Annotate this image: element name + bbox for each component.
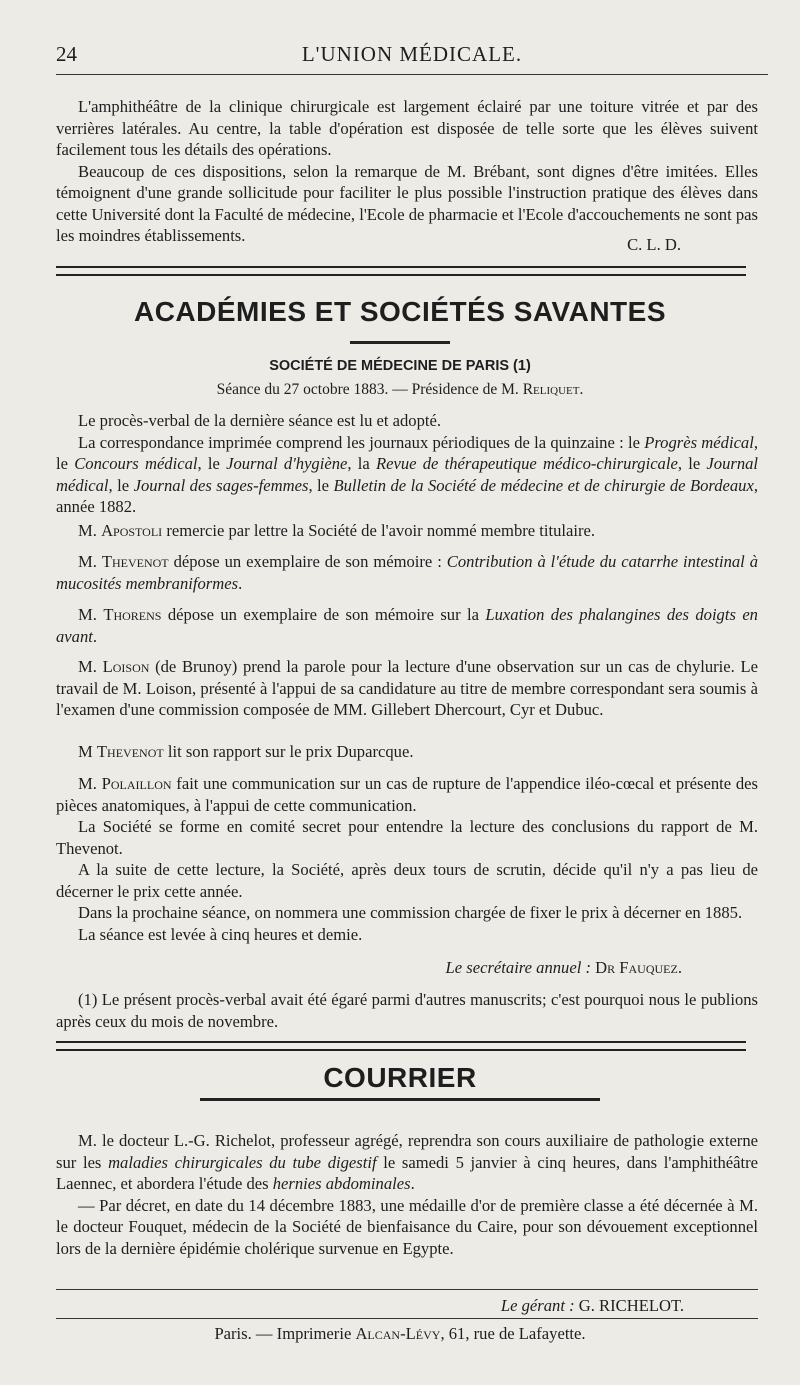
text-run: M — [78, 742, 97, 761]
course-title: maladies chirurgicales du tube digestif — [108, 1152, 377, 1172]
text-run: dépose un exemplaire de son mémoire : — [168, 552, 447, 571]
correspondence-paragraph — [56, 432, 758, 518]
journal-name: Journal d'hygiène — [226, 454, 348, 473]
text-run: Paris. — Imprimerie — [214, 1324, 356, 1343]
intro-paragraph-2: Beaucoup de ces dispositions, selon la remarque de M. Brébant, sont dignes d'être imitées. Elles témoignent d'une grande sollicitude pour faciliter le plus possible l'instruction pratique des élèves dans cette Université dont la Faculté de médecine, l'Ecole de pharmacie et l'Ecole d'accouchements ne sont pas les moindres établissements. — [56, 161, 758, 245]
text-run: M. — [78, 774, 102, 793]
course-topic: hernies abdominales — [272, 1174, 411, 1193]
minutes-paragraph: Le procès-verbal de la dernière séance est lu et adopté. — [78, 411, 442, 430]
text-run: M. — [78, 605, 104, 624]
journal-name: Journal des sages-femmes — [133, 475, 309, 495]
intro-text — [56, 96, 758, 247]
session-line — [0, 381, 800, 399]
vote-paragraph: A la suite de cette lecture, la Société, après deux tours de scrutin, décide qu'il n'y a pas lieu de décerner le prix cette année. — [56, 860, 758, 901]
thevenot-report-paragraph — [56, 741, 758, 763]
gerant-line — [56, 1296, 684, 1316]
text-run: , le — [197, 454, 227, 473]
section-divider — [56, 266, 746, 276]
text-run: . — [410, 1174, 415, 1193]
page-number: 24 — [56, 42, 77, 66]
decree-paragraph: — Par décret, en date du 14 décembre 1883, une médaille d'or de première classe a été décernée à M. le docteur Fouquet, médecin de la Société de bienfaisance du Caire, pour son dévouement exceptionnel lors de la dernière épidémie cholérique survenue en Egypte. — [56, 1195, 758, 1258]
intro-paragraph-1: L'amphithéâtre de la clinique chirurgicale est largement éclairé par une toiture vitrée et par des verrières latérales. Au centre, la table d'opération est disposée de telle sorte que les élèves suivent facilement tous les détails des opérations. — [56, 97, 758, 159]
member-name: Thorens — [103, 605, 162, 624]
text-run: . — [92, 626, 98, 646]
member-name: Thevenot — [101, 552, 169, 571]
member-name: Apostoli — [101, 521, 163, 540]
journal-name: Bulletin de la Société de médecine et de chirurgie de Bordeaux — [333, 475, 754, 495]
courrier-text — [56, 1130, 758, 1259]
journal-name: Concours médical — [74, 454, 198, 473]
text-run: M. — [78, 521, 102, 540]
text-run: , année 1882. — [56, 475, 758, 516]
text-run: dépose un exemplaire de son mémoire sur la — [161, 605, 486, 624]
text-run: M. — [78, 657, 103, 676]
text-run: M. le docteur L.-G. Richelot, professeur agrégé, reprendra son cours auxiliaire de pathologie externe sur les — [56, 1131, 758, 1172]
member-name: Thevenot — [96, 742, 164, 761]
printer-name: Alcan-Lévy — [355, 1324, 441, 1343]
richelot-paragraph — [56, 1130, 758, 1195]
imprint-line — [0, 1324, 800, 1344]
apostoli-paragraph — [56, 520, 758, 542]
secretary-signature — [56, 958, 682, 978]
journal-name: Progrès médical — [644, 432, 754, 452]
president-name: Reliquet — [522, 381, 580, 398]
text-run: fait une communication sur un cas de rupture de l'appendice iléo-cœcal et présente des pièces anatomiques, à l'appui de cette communication. — [56, 774, 758, 815]
session-text: Séance du 27 octobre 1883. — Présidence de M. — [216, 381, 523, 398]
section-title-academies: ACADÉMIES ET SOCIÉTÉS SAVANTES — [133, 296, 667, 327]
memoir-title: Luxation des phalangines des doigts en avant — [56, 605, 758, 646]
footer-rule — [56, 1289, 758, 1290]
title-underline — [200, 1098, 600, 1101]
closing-paragraphs — [56, 773, 758, 945]
journal-name: Revue de thérapeutique médico-chirurgicale — [375, 454, 678, 473]
loison-paragraph — [56, 656, 758, 721]
section-divider — [56, 1041, 746, 1051]
gerant-name: G. RICHELOT. — [578, 1296, 684, 1315]
minutes-text — [56, 410, 758, 518]
text-run: remercie par lettre la Société de l'avoir nommé membre titulaire. — [162, 521, 596, 540]
secretary-label: Le secrétaire annuel : — [445, 958, 596, 977]
society-title: SOCIÉTÉ DE MÉDECINE DE PARIS (1) — [269, 358, 531, 374]
gerant-label: Le gérant : — [500, 1296, 579, 1315]
text-run: , le — [108, 475, 134, 495]
text-run: , le — [56, 432, 758, 473]
member-name: Polaillon — [101, 774, 172, 793]
text-run: , le — [677, 454, 707, 473]
text-run: M. — [78, 552, 102, 571]
polaillon-paragraph — [56, 773, 758, 816]
footer-rule — [56, 1318, 758, 1319]
next-session-paragraph: Dans la prochaine séance, on nommera une commission chargée de fixer le prix à décerner en 1885. — [78, 903, 743, 922]
text-run: , 61, rue de Lafayette. — [440, 1324, 586, 1343]
journal-title: L'UNION MÉDICALE. — [301, 42, 523, 66]
text-run: lit son rapport sur le prix Duparcque. — [163, 742, 414, 761]
text-run: (de Brunoy) prend la parole pour la lecture d'une observation sur un cas de chylurie. Le travail de M. Loison, présenté à l'appui de sa candidature au titre de membre correspondant sera soumis à l'examen d'une commission composée de MM. Gillebert Dhercourt, Cyr et Dubuc. — [56, 657, 758, 719]
adjournment-paragraph: La séance est levée à cinq heures et demie. — [78, 924, 363, 944]
memoir-title: Contribution à l'étude du catarrhe intestinal à mucosités membraniformes — [56, 552, 759, 593]
session-text-end: . — [579, 381, 584, 398]
footnote-text: (1) Le présent procès-verbal avait été égaré parmi d'autres manuscrits; c'est pourquoi nous le publions après ceux du mois de novembre. — [56, 990, 758, 1031]
title-underline — [350, 341, 450, 344]
text-run: le samedi 5 janvier à cinq heures, dans l'amphithéâtre Laennec, et abordera l'étude des — [56, 1152, 759, 1193]
text-run: , la — [347, 454, 376, 473]
thorens-paragraph — [56, 604, 758, 647]
text-run: , le — [308, 475, 334, 495]
text-run: La correspondance imprimée comprend les journaux périodiques de la quinzaine : le — [78, 432, 645, 452]
secretary-name: Dr Fauquez. — [595, 958, 682, 977]
header-rule — [56, 74, 768, 75]
thevenot-paragraph — [56, 551, 758, 594]
footnote — [56, 989, 758, 1032]
text-run: . — [238, 573, 243, 593]
intro-signature: C. L. D. — [627, 235, 681, 254]
section-title-courrier: COURRIER — [323, 1062, 477, 1093]
running-head — [56, 42, 768, 74]
journal-name: Journal médical — [56, 454, 759, 495]
member-name: Loison — [102, 657, 150, 676]
secret-committee-paragraph: La Société se forme en comité secret pour entendre la lecture des conclusions du rapport de M. Thevenot. — [56, 817, 758, 858]
